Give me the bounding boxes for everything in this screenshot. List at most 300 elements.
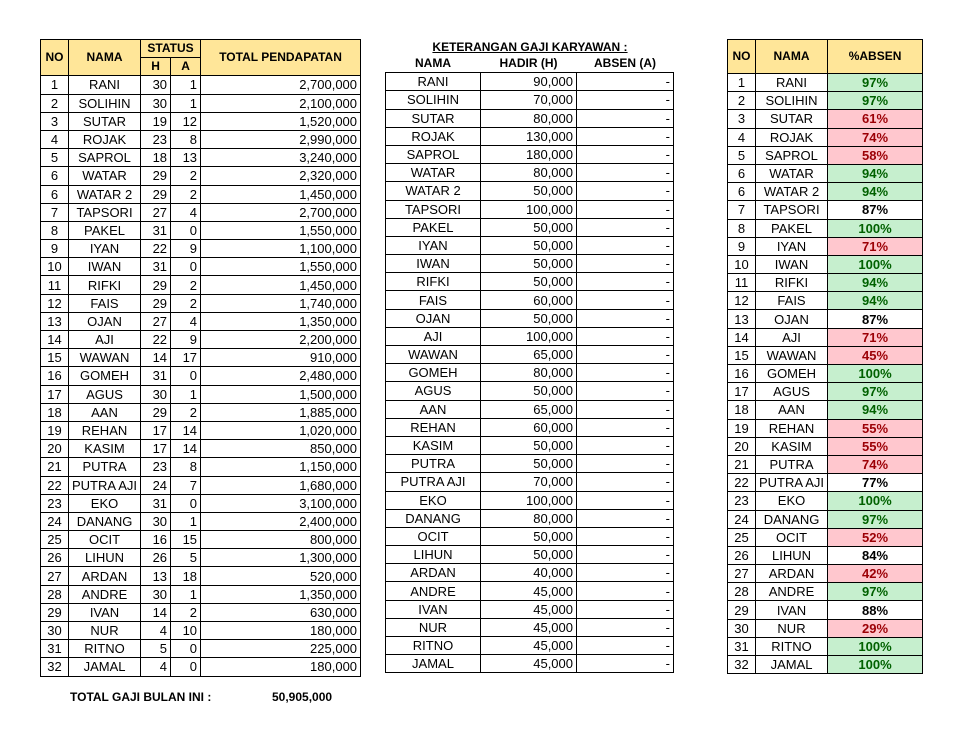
cell-total[interactable]: 2,400,000 <box>201 512 361 530</box>
cell-nama[interactable]: KASIM <box>756 437 828 455</box>
cell-total[interactable]: 520,000 <box>201 567 361 585</box>
cell-nama[interactable]: RITNO <box>69 640 141 658</box>
cell-no[interactable]: 9 <box>728 237 756 255</box>
cell-absen-pay[interactable]: - <box>577 164 674 182</box>
cell-no[interactable]: 15 <box>728 346 756 364</box>
cell-absen-pay[interactable]: - <box>577 255 674 273</box>
cell-pct-absen[interactable]: 100% <box>828 255 923 273</box>
cell-no[interactable]: 26 <box>41 549 69 567</box>
cell-nama[interactable]: IWAN <box>69 258 141 276</box>
cell-hadir[interactable]: 31 <box>141 258 171 276</box>
cell-pct-absen[interactable]: 100% <box>828 637 923 655</box>
cell-nama[interactable]: WATAR 2 <box>69 185 141 203</box>
cell-hadir[interactable]: 30 <box>141 76 171 94</box>
cell-absen-pay[interactable]: - <box>577 91 674 109</box>
cell-hadir-pay[interactable]: 80,000 <box>481 509 577 527</box>
cell-hadir-pay[interactable]: 180,000 <box>481 145 577 163</box>
cell-hadir[interactable]: 19 <box>141 112 171 130</box>
cell-absen-pay[interactable]: - <box>577 418 674 436</box>
cell-nama[interactable]: DANANG <box>69 512 141 530</box>
cell-nama[interactable]: OCIT <box>69 531 141 549</box>
cell-absen-pay[interactable]: - <box>577 145 674 163</box>
cell-nama[interactable]: IVAN <box>756 601 828 619</box>
cell-nama[interactable]: IYAN <box>386 236 481 254</box>
cell-nama[interactable]: ANDRE <box>756 583 828 601</box>
cell-pct-absen[interactable]: 100% <box>828 656 923 674</box>
cell-nama[interactable]: WAWAN <box>756 346 828 364</box>
cell-no[interactable]: 28 <box>41 585 69 603</box>
cell-nama[interactable]: AGUS <box>386 382 481 400</box>
cell-nama[interactable]: RITNO <box>756 637 828 655</box>
cell-hadir[interactable]: 16 <box>141 531 171 549</box>
cell-nama[interactable]: FAIS <box>386 291 481 309</box>
cell-nama[interactable]: AAN <box>756 401 828 419</box>
cell-no[interactable]: 5 <box>41 149 69 167</box>
cell-hadir-pay[interactable]: 50,000 <box>481 309 577 327</box>
cell-total[interactable]: 1,500,000 <box>201 385 361 403</box>
cell-absen-pay[interactable]: - <box>577 346 674 364</box>
cell-absen[interactable]: 2 <box>171 294 201 312</box>
cell-nama[interactable]: JAMAL <box>386 655 481 673</box>
cell-hadir[interactable]: 29 <box>141 403 171 421</box>
cell-hadir[interactable]: 4 <box>141 658 171 676</box>
cell-absen-pay[interactable]: - <box>577 309 674 327</box>
cell-total[interactable]: 1,550,000 <box>201 221 361 239</box>
cell-nama[interactable]: IYAN <box>756 237 828 255</box>
cell-no[interactable]: 23 <box>41 494 69 512</box>
cell-pct-absen[interactable]: 58% <box>828 146 923 164</box>
cell-absen[interactable]: 8 <box>171 458 201 476</box>
cell-absen-pay[interactable]: - <box>577 327 674 345</box>
cell-no[interactable]: 3 <box>728 110 756 128</box>
cell-hadir[interactable]: 29 <box>141 185 171 203</box>
cell-nama[interactable]: LIHUN <box>386 546 481 564</box>
cell-pct-absen[interactable]: 94% <box>828 183 923 201</box>
cell-nama[interactable]: PUTRA <box>386 455 481 473</box>
cell-nama[interactable]: DANANG <box>386 509 481 527</box>
cell-nama[interactable]: ANDRE <box>386 582 481 600</box>
cell-hadir[interactable]: 13 <box>141 567 171 585</box>
cell-hadir[interactable]: 31 <box>141 494 171 512</box>
cell-absen[interactable]: 13 <box>171 149 201 167</box>
cell-absen-pay[interactable]: - <box>577 273 674 291</box>
cell-total[interactable]: 1,740,000 <box>201 294 361 312</box>
cell-nama[interactable]: EKO <box>756 492 828 510</box>
cell-pct-absen[interactable]: 71% <box>828 237 923 255</box>
cell-nama[interactable]: AGUS <box>756 383 828 401</box>
cell-nama[interactable]: WAWAN <box>386 346 481 364</box>
cell-total[interactable]: 910,000 <box>201 349 361 367</box>
cell-no[interactable]: 29 <box>728 601 756 619</box>
cell-no[interactable]: 27 <box>728 565 756 583</box>
cell-nama[interactable]: REHAN <box>69 421 141 439</box>
cell-hadir-pay[interactable]: 70,000 <box>481 91 577 109</box>
cell-hadir[interactable]: 30 <box>141 94 171 112</box>
cell-total[interactable]: 630,000 <box>201 603 361 621</box>
cell-no[interactable]: 6 <box>728 183 756 201</box>
cell-pct-absen[interactable]: 100% <box>828 492 923 510</box>
cell-hadir-pay[interactable]: 45,000 <box>481 637 577 655</box>
cell-absen[interactable]: 2 <box>171 167 201 185</box>
cell-no[interactable]: 1 <box>728 74 756 92</box>
cell-nama[interactable]: NUR <box>756 619 828 637</box>
cell-nama[interactable]: WATAR 2 <box>386 182 481 200</box>
cell-hadir-pay[interactable]: 70,000 <box>481 473 577 491</box>
cell-no[interactable]: 21 <box>728 455 756 473</box>
cell-nama[interactable]: PUTRA <box>756 455 828 473</box>
cell-pct-absen[interactable]: 87% <box>828 201 923 219</box>
cell-hadir[interactable]: 14 <box>141 349 171 367</box>
cell-total[interactable]: 1,020,000 <box>201 421 361 439</box>
cell-hadir[interactable]: 22 <box>141 240 171 258</box>
cell-absen-pay[interactable]: - <box>577 600 674 618</box>
cell-total[interactable]: 1,520,000 <box>201 112 361 130</box>
cell-nama[interactable]: SAPROL <box>69 149 141 167</box>
cell-total[interactable]: 1,450,000 <box>201 185 361 203</box>
cell-absen-pay[interactable]: - <box>577 564 674 582</box>
cell-absen-pay[interactable]: - <box>577 473 674 491</box>
cell-nama[interactable]: OJAN <box>69 312 141 330</box>
cell-no[interactable]: 30 <box>41 622 69 640</box>
cell-absen[interactable]: 4 <box>171 203 201 221</box>
cell-hadir-pay[interactable]: 45,000 <box>481 618 577 636</box>
cell-total[interactable]: 225,000 <box>201 640 361 658</box>
cell-absen-pay[interactable]: - <box>577 218 674 236</box>
cell-nama[interactable]: ARDAN <box>69 567 141 585</box>
cell-no[interactable]: 8 <box>41 221 69 239</box>
cell-hadir-pay[interactable]: 50,000 <box>481 436 577 454</box>
cell-nama[interactable]: REHAN <box>386 418 481 436</box>
cell-hadir-pay[interactable]: 50,000 <box>481 273 577 291</box>
cell-hadir-pay[interactable]: 80,000 <box>481 364 577 382</box>
cell-absen-pay[interactable]: - <box>577 364 674 382</box>
cell-nama[interactable]: JAMAL <box>69 658 141 676</box>
cell-hadir-pay[interactable]: 65,000 <box>481 400 577 418</box>
cell-hadir-pay[interactable]: 50,000 <box>481 218 577 236</box>
cell-absen-pay[interactable]: - <box>577 582 674 600</box>
cell-hadir[interactable]: 23 <box>141 458 171 476</box>
cell-absen-pay[interactable]: - <box>577 455 674 473</box>
cell-hadir-pay[interactable]: 130,000 <box>481 127 577 145</box>
cell-total[interactable]: 1,450,000 <box>201 276 361 294</box>
cell-no[interactable]: 14 <box>728 328 756 346</box>
cell-nama[interactable]: PUTRA AJI <box>386 473 481 491</box>
cell-nama[interactable]: SUTAR <box>69 112 141 130</box>
cell-hadir-pay[interactable]: 50,000 <box>481 546 577 564</box>
cell-no[interactable]: 27 <box>41 567 69 585</box>
cell-hadir[interactable]: 18 <box>141 149 171 167</box>
cell-hadir[interactable]: 22 <box>141 331 171 349</box>
cell-nama[interactable]: RANI <box>69 76 141 94</box>
cell-nama[interactable]: FAIS <box>756 292 828 310</box>
cell-pct-absen[interactable]: 74% <box>828 128 923 146</box>
cell-no[interactable]: 32 <box>728 656 756 674</box>
cell-nama[interactable]: ARDAN <box>756 565 828 583</box>
cell-total[interactable]: 180,000 <box>201 658 361 676</box>
cell-absen-pay[interactable]: - <box>577 491 674 509</box>
cell-nama[interactable]: PAKEL <box>756 219 828 237</box>
cell-nama[interactable]: PAKEL <box>69 221 141 239</box>
cell-absen[interactable]: 14 <box>171 421 201 439</box>
cell-nama[interactable]: PUTRA AJI <box>756 474 828 492</box>
cell-absen-pay[interactable]: - <box>577 637 674 655</box>
cell-total[interactable]: 850,000 <box>201 440 361 458</box>
cell-pct-absen[interactable]: 55% <box>828 437 923 455</box>
cell-hadir-pay[interactable]: 80,000 <box>481 164 577 182</box>
cell-no[interactable]: 6 <box>728 164 756 182</box>
cell-nama[interactable]: AGUS <box>69 385 141 403</box>
cell-nama[interactable]: REHAN <box>756 419 828 437</box>
cell-total[interactable]: 2,480,000 <box>201 367 361 385</box>
cell-total[interactable]: 1,885,000 <box>201 403 361 421</box>
cell-hadir[interactable]: 23 <box>141 130 171 148</box>
cell-absen[interactable]: 5 <box>171 549 201 567</box>
cell-nama[interactable]: RANI <box>756 74 828 92</box>
cell-no[interactable]: 14 <box>41 331 69 349</box>
cell-pct-absen[interactable]: 97% <box>828 583 923 601</box>
cell-hadir[interactable]: 4 <box>141 622 171 640</box>
cell-no[interactable]: 25 <box>41 531 69 549</box>
cell-nama[interactable]: OCIT <box>756 528 828 546</box>
cell-nama[interactable]: AJI <box>69 331 141 349</box>
cell-no[interactable]: 20 <box>41 440 69 458</box>
cell-hadir-pay[interactable]: 80,000 <box>481 109 577 127</box>
cell-absen-pay[interactable]: - <box>577 109 674 127</box>
cell-hadir-pay[interactable]: 45,000 <box>481 600 577 618</box>
cell-no[interactable]: 17 <box>728 383 756 401</box>
cell-total[interactable]: 2,700,000 <box>201 76 361 94</box>
cell-no[interactable]: 16 <box>728 365 756 383</box>
cell-absen[interactable]: 2 <box>171 185 201 203</box>
cell-total[interactable]: 1,550,000 <box>201 258 361 276</box>
cell-pct-absen[interactable]: 97% <box>828 74 923 92</box>
cell-nama[interactable]: PAKEL <box>386 218 481 236</box>
cell-absen[interactable]: 1 <box>171 76 201 94</box>
cell-no[interactable]: 24 <box>728 510 756 528</box>
cell-nama[interactable]: LIHUN <box>69 549 141 567</box>
cell-nama[interactable]: KASIM <box>386 436 481 454</box>
cell-no[interactable]: 29 <box>41 603 69 621</box>
cell-nama[interactable]: WATAR <box>69 167 141 185</box>
cell-no[interactable]: 26 <box>728 546 756 564</box>
cell-nama[interactable]: OJAN <box>756 310 828 328</box>
cell-total[interactable]: 2,200,000 <box>201 331 361 349</box>
cell-nama[interactable]: TAPSORI <box>386 200 481 218</box>
cell-nama[interactable]: EKO <box>386 491 481 509</box>
cell-absen[interactable]: 12 <box>171 112 201 130</box>
cell-hadir-pay[interactable]: 100,000 <box>481 491 577 509</box>
cell-absen-pay[interactable]: - <box>577 546 674 564</box>
cell-no[interactable]: 6 <box>41 185 69 203</box>
cell-nama[interactable]: JAMAL <box>756 656 828 674</box>
cell-pct-absen[interactable]: 61% <box>828 110 923 128</box>
cell-no[interactable]: 3 <box>41 112 69 130</box>
cell-nama[interactable]: OJAN <box>386 309 481 327</box>
cell-absen-pay[interactable]: - <box>577 400 674 418</box>
cell-no[interactable]: 10 <box>728 255 756 273</box>
cell-nama[interactable]: WATAR 2 <box>756 183 828 201</box>
cell-nama[interactable]: SUTAR <box>386 109 481 127</box>
cell-nama[interactable]: TAPSORI <box>756 201 828 219</box>
cell-no[interactable]: 21 <box>41 458 69 476</box>
cell-absen[interactable]: 1 <box>171 585 201 603</box>
cell-absen[interactable]: 2 <box>171 403 201 421</box>
cell-hadir-pay[interactable]: 40,000 <box>481 564 577 582</box>
cell-absen[interactable]: 8 <box>171 130 201 148</box>
cell-pct-absen[interactable]: 100% <box>828 365 923 383</box>
cell-pct-absen[interactable]: 74% <box>828 455 923 473</box>
cell-nama[interactable]: FAIS <box>69 294 141 312</box>
cell-hadir-pay[interactable]: 50,000 <box>481 382 577 400</box>
cell-absen[interactable]: 1 <box>171 512 201 530</box>
cell-nama[interactable]: GOMEH <box>386 364 481 382</box>
cell-absen[interactable]: 0 <box>171 494 201 512</box>
cell-absen[interactable]: 7 <box>171 476 201 494</box>
cell-hadir[interactable]: 30 <box>141 512 171 530</box>
cell-hadir[interactable]: 27 <box>141 203 171 221</box>
cell-hadir-pay[interactable]: 100,000 <box>481 200 577 218</box>
cell-no[interactable]: 2 <box>728 92 756 110</box>
cell-no[interactable]: 13 <box>728 310 756 328</box>
cell-no[interactable]: 20 <box>728 437 756 455</box>
cell-nama[interactable]: IWAN <box>756 255 828 273</box>
cell-nama[interactable]: IWAN <box>386 255 481 273</box>
cell-absen-pay[interactable]: - <box>577 73 674 91</box>
cell-hadir[interactable]: 17 <box>141 440 171 458</box>
cell-hadir-pay[interactable]: 60,000 <box>481 418 577 436</box>
cell-no[interactable]: 31 <box>41 640 69 658</box>
cell-no[interactable]: 23 <box>728 492 756 510</box>
cell-hadir-pay[interactable]: 50,000 <box>481 527 577 545</box>
cell-pct-absen[interactable]: 94% <box>828 292 923 310</box>
cell-nama[interactable]: ROJAK <box>386 127 481 145</box>
cell-nama[interactable]: SAPROL <box>756 146 828 164</box>
cell-no[interactable]: 4 <box>728 128 756 146</box>
cell-no[interactable]: 18 <box>41 403 69 421</box>
cell-hadir[interactable]: 31 <box>141 221 171 239</box>
cell-hadir[interactable]: 14 <box>141 603 171 621</box>
cell-pct-absen[interactable]: 97% <box>828 510 923 528</box>
cell-absen-pay[interactable]: - <box>577 382 674 400</box>
cell-nama[interactable]: RANI <box>386 73 481 91</box>
cell-hadir-pay[interactable]: 65,000 <box>481 346 577 364</box>
cell-no[interactable]: 6 <box>41 167 69 185</box>
cell-nama[interactable]: ROJAK <box>756 128 828 146</box>
cell-nama[interactable]: SUTAR <box>756 110 828 128</box>
cell-nama[interactable]: RIFKI <box>69 276 141 294</box>
cell-hadir-pay[interactable]: 60,000 <box>481 291 577 309</box>
cell-no[interactable]: 7 <box>41 203 69 221</box>
cell-absen[interactable]: 18 <box>171 567 201 585</box>
cell-pct-absen[interactable]: 84% <box>828 546 923 564</box>
cell-nama[interactable]: NUR <box>386 618 481 636</box>
cell-nama[interactable]: RIFKI <box>386 273 481 291</box>
cell-total[interactable]: 3,240,000 <box>201 149 361 167</box>
cell-hadir-pay[interactable]: 45,000 <box>481 655 577 673</box>
cell-no[interactable]: 25 <box>728 528 756 546</box>
cell-no[interactable]: 22 <box>41 476 69 494</box>
cell-nama[interactable]: IYAN <box>69 240 141 258</box>
cell-absen-pay[interactable]: - <box>577 527 674 545</box>
cell-no[interactable]: 11 <box>728 274 756 292</box>
cell-hadir-pay[interactable]: 90,000 <box>481 73 577 91</box>
cell-no[interactable]: 19 <box>41 421 69 439</box>
cell-absen[interactable]: 1 <box>171 94 201 112</box>
cell-pct-absen[interactable]: 97% <box>828 383 923 401</box>
cell-absen[interactable]: 9 <box>171 331 201 349</box>
cell-total[interactable]: 800,000 <box>201 531 361 549</box>
cell-absen[interactable]: 2 <box>171 603 201 621</box>
cell-absen[interactable]: 1 <box>171 385 201 403</box>
cell-no[interactable]: 10 <box>41 258 69 276</box>
cell-pct-absen[interactable]: 94% <box>828 274 923 292</box>
cell-pct-absen[interactable]: 77% <box>828 474 923 492</box>
cell-absen[interactable]: 2 <box>171 276 201 294</box>
cell-total[interactable]: 1,680,000 <box>201 476 361 494</box>
cell-nama[interactable]: NUR <box>69 622 141 640</box>
cell-no[interactable]: 11 <box>41 276 69 294</box>
cell-nama[interactable]: PUTRA <box>69 458 141 476</box>
cell-pct-absen[interactable]: 45% <box>828 346 923 364</box>
cell-absen[interactable]: 0 <box>171 367 201 385</box>
cell-no[interactable]: 24 <box>41 512 69 530</box>
cell-pct-absen[interactable]: 29% <box>828 619 923 637</box>
cell-no[interactable]: 17 <box>41 385 69 403</box>
cell-no[interactable]: 28 <box>728 583 756 601</box>
cell-total[interactable]: 2,100,000 <box>201 94 361 112</box>
cell-hadir-pay[interactable]: 50,000 <box>481 455 577 473</box>
cell-no[interactable]: 18 <box>728 401 756 419</box>
cell-hadir[interactable]: 27 <box>141 312 171 330</box>
cell-absen-pay[interactable]: - <box>577 618 674 636</box>
cell-hadir[interactable]: 29 <box>141 294 171 312</box>
cell-no[interactable]: 31 <box>728 637 756 655</box>
cell-pct-absen[interactable]: 52% <box>828 528 923 546</box>
cell-pct-absen[interactable]: 94% <box>828 164 923 182</box>
cell-nama[interactable]: AAN <box>386 400 481 418</box>
cell-pct-absen[interactable]: 55% <box>828 419 923 437</box>
cell-hadir-pay[interactable]: 50,000 <box>481 236 577 254</box>
cell-nama[interactable]: OCIT <box>386 527 481 545</box>
cell-nama[interactable]: ANDRE <box>69 585 141 603</box>
cell-hadir-pay[interactable]: 50,000 <box>481 182 577 200</box>
cell-absen[interactable]: 0 <box>171 658 201 676</box>
cell-nama[interactable]: AJI <box>386 327 481 345</box>
cell-nama[interactable]: AJI <box>756 328 828 346</box>
cell-total[interactable]: 1,100,000 <box>201 240 361 258</box>
cell-no[interactable]: 1 <box>41 76 69 94</box>
cell-nama[interactable]: ROJAK <box>69 130 141 148</box>
cell-total[interactable]: 180,000 <box>201 622 361 640</box>
cell-pct-absen[interactable]: 100% <box>828 219 923 237</box>
cell-absen[interactable]: 0 <box>171 221 201 239</box>
cell-absen[interactable]: 10 <box>171 622 201 640</box>
cell-hadir-pay[interactable]: 100,000 <box>481 327 577 345</box>
cell-no[interactable]: 5 <box>728 146 756 164</box>
cell-nama[interactable]: GOMEH <box>69 367 141 385</box>
cell-no[interactable]: 8 <box>728 219 756 237</box>
cell-nama[interactable]: GOMEH <box>756 365 828 383</box>
cell-no[interactable]: 19 <box>728 419 756 437</box>
cell-pct-absen[interactable]: 94% <box>828 401 923 419</box>
cell-total[interactable]: 2,700,000 <box>201 203 361 221</box>
cell-hadir-pay[interactable]: 50,000 <box>481 255 577 273</box>
cell-hadir[interactable]: 29 <box>141 276 171 294</box>
cell-nama[interactable]: LIHUN <box>756 546 828 564</box>
cell-total[interactable]: 3,100,000 <box>201 494 361 512</box>
cell-hadir[interactable]: 29 <box>141 167 171 185</box>
cell-no[interactable]: 9 <box>41 240 69 258</box>
